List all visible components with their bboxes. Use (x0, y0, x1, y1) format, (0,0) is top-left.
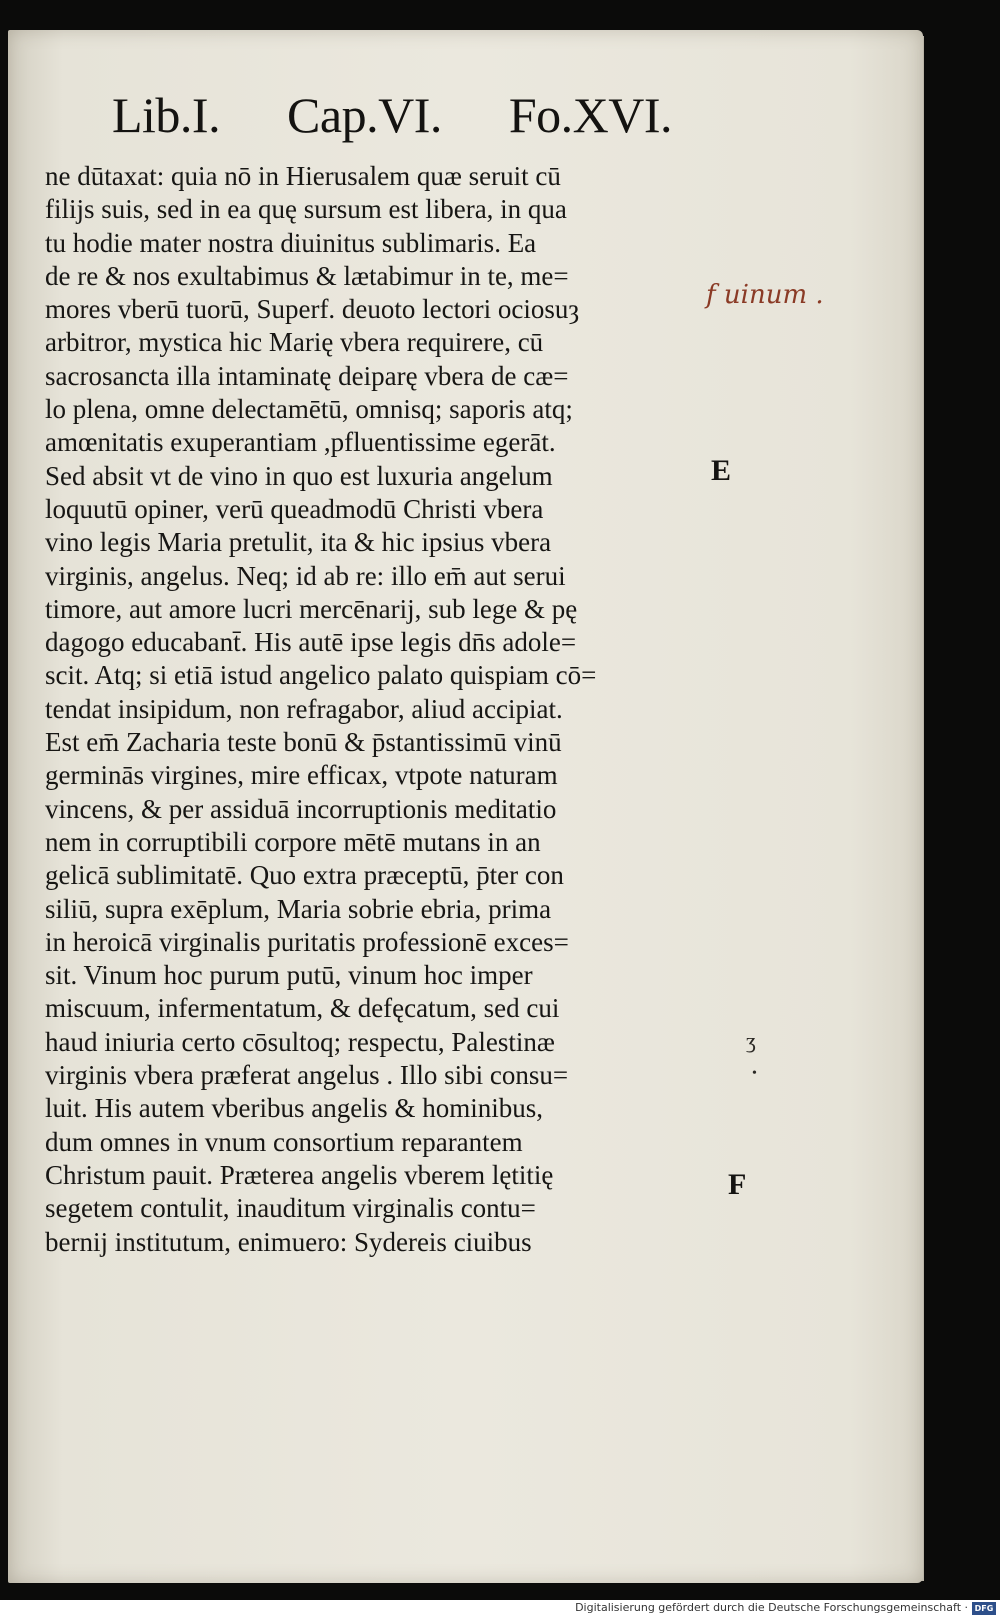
text-line: timore, aut amore lucri mercēnarij, sub lege & pę (45, 593, 578, 624)
text-line: siliū, supra exēplum, Maria sobrie ebria, prima (45, 893, 552, 924)
text-line: luit. His autem vberibus angelis & hominibus, (45, 1093, 543, 1124)
text-line: Sed absit vt de vino in quo est luxuria angelum (45, 460, 553, 491)
text-line: virginis, angelus. Neq; id ab re: illo em̄ aut serui (45, 560, 566, 591)
running-header (112, 86, 672, 156)
margin-marker-e: E (711, 454, 732, 487)
text-line: Est em̄ Zacharia teste bonū & p̄stantissimū vinū (45, 727, 562, 758)
text-line: in heroicā virginalis puritatis professionē exces= (45, 926, 569, 957)
text-line: sit. Vinum hoc purum putū, vinum hoc imper (45, 960, 533, 991)
marginal-glyph: ʒ (746, 1028, 756, 1053)
text-line: ne dūtaxat: quia nō in Hierusalem quæ seruit cū (45, 161, 561, 191)
text-line: miscuum, infermentatum, & defęcatum, sed cui (45, 993, 560, 1024)
text-line: lo plena, omne delectamētū, omnisq; saporis atq; (45, 394, 573, 425)
footer-credit: Digitalisierung gefördert durch die Deutsche Forschungsgemeinschaft · (575, 1601, 968, 1614)
margin-marker-f: F (728, 1168, 747, 1201)
text-line: dagogo educabant̄. His autē ipse legis dn̄s adole= (45, 627, 577, 658)
handwritten-margin-note: f uinum . (706, 280, 824, 310)
text-line: amœnitatis exuperantiam ,pfluentissime egerāt. (45, 427, 556, 458)
text-line: segetem contulit, inauditum virginalis contu= (45, 1193, 536, 1224)
text-line: gelicā sublimitatē. Quo extra præceptū, p̄ter con (45, 860, 564, 891)
text-line: de re & nos exultabimus & lætabimur in te, me= (45, 260, 569, 291)
text-line: haud iniuria certo cōsultoq; respectu, Palestinæ (45, 1026, 555, 1057)
text-line: tu hodie mater nostra diuinitus sublimaris. Ea (45, 227, 537, 258)
text-line: virginis vbera præferat angelus . Illo sibi consu= (45, 1060, 569, 1091)
text-line: vincens, & per assiduā incorruptionis meditatio (45, 793, 557, 824)
marginal-dot: • (752, 1066, 757, 1081)
text-line: vino legis Maria pretulit, ita & hic ipsius vbera (45, 527, 552, 558)
dfg-logo: DFG (972, 1602, 996, 1615)
header-chapter: Cap.VI. (287, 87, 442, 143)
text-line: loquutū opiner, verū queadmodū Christi vbera (45, 493, 544, 524)
text-line: filijs suis, sed in ea quę sursum est libera, in qua (45, 194, 567, 225)
text-line: sacrosancta illa intaminatę deiparę vbera de cæ= (45, 360, 569, 391)
text-line: Christum pauit. Præterea angelis vberem lętitię (45, 1159, 554, 1190)
header-book: Lib.I. (112, 87, 221, 143)
text-line: arbitror, mystica hic Marię vbera requirere, cū (45, 327, 544, 358)
text-line: nem in corruptibili corpore mētē mutans in an (45, 826, 541, 857)
header-folio: Fo.XVI. (508, 87, 672, 143)
text-line: dum omnes in vnum consortium reparantem (45, 1126, 523, 1157)
text-line: tendat insipidum, non refragabor, aliud accipiat. (45, 693, 563, 724)
text-line: scit. Atq; si etiā istud angelico palato quispiam cō= (45, 660, 597, 691)
body-text (45, 160, 705, 1259)
text-line: germinās virgines, mire efficax, vtpote naturam (45, 760, 558, 791)
text-line: bernij institutum, enimuero: Sydereis ciuibus (45, 1226, 532, 1257)
text-line: mores vberū tuorū, Superf. deuoto lectori ociosuȝ (45, 294, 580, 325)
